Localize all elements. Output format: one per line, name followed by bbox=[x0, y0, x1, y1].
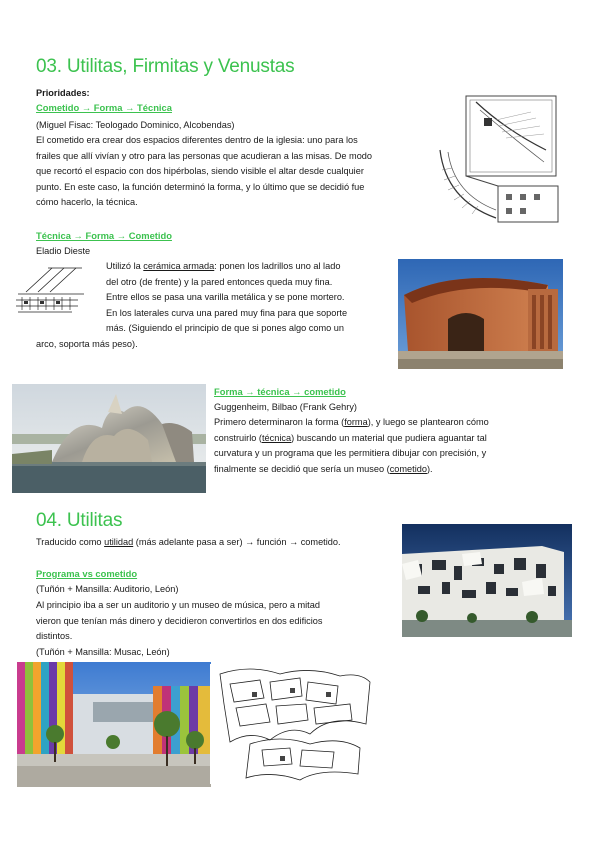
musac-leon-photo bbox=[17, 662, 211, 787]
utilitas-intro: Traducido como utilidad (más adelante pasa a ser) → función → cometido. bbox=[36, 537, 341, 547]
subheading-programa-vs-cometido: Programa vs cometido bbox=[36, 568, 138, 579]
dieste-church-photo bbox=[398, 259, 563, 369]
fisac-paragraph: El cometido era crear dos espacios diferentes dentro de la iglesia: uno para los frailes que allí vivían y otro para las personas que acudieran a las misas. De modo que recortó el espacio con dos hipérbolas, siendo visible el altar desde cualquier punto. En este caso, la función determinó la forma, y lo último que se decidió fue cómo hacerlo, la técnica. bbox=[36, 135, 373, 208]
subheading-cometido-forma-tecnica: Cometido → Forma → Técnica bbox=[36, 102, 172, 113]
musac-plan-drawing bbox=[210, 664, 378, 784]
section-title-utilitas: 04. Utilitas bbox=[36, 510, 123, 531]
fisac-reference: (Miguel Fisac: Teologado Dominico, Alcobendas) bbox=[36, 120, 235, 130]
ceramica-armada-sketch bbox=[12, 264, 100, 324]
auditorio-paragraph: Al principio iba a ser un auditorio y un museo de música, pero a mitad vieron que tenían más dinero y decidieron convertirlos en dos edificios distintos. bbox=[36, 600, 323, 642]
auditorio-reference: (Tuñón + Mansilla: Auditorio, León) bbox=[36, 584, 179, 594]
ceramica-armada-term: cerámica armada bbox=[143, 261, 215, 271]
guggenheim-paragraph: Primero determinaron la forma (forma), y luego se plantearon cómo construirlo (técnica) buscando un material que pudiera aguantar tal curvatura y un programa que les permitiera dibujar con precisión, y finalmente se decidió que sería un museo (cometido). bbox=[214, 417, 489, 474]
dieste-paragraph-end: arco, soporta más peso). bbox=[36, 339, 138, 349]
tecnica-term: técnica bbox=[262, 432, 292, 443]
dieste-paragraph: Utilizó la cerámica armada: ponen los ladrillos uno al lado del otro (de frente) y la pared entonces queda muy fina. Entre ellos se pasa una varilla metálica y se pone mortero. En los laterales curva una pared muy fina para que soporte más. (Siguiendo el principio de que si pones algo como un bbox=[106, 261, 348, 334]
forma-term: forma bbox=[344, 417, 368, 427]
priorities-label: Prioridades: bbox=[36, 88, 90, 98]
guggenheim-reference: Guggenheim, Bilbao (Frank Gehry) bbox=[214, 402, 357, 412]
guggenheim-bilbao-photo bbox=[12, 384, 206, 493]
section-title-utilitas-firmitas-venustas: 03. Utilitas, Firmitas y Venustas bbox=[36, 56, 295, 77]
musac-reference: (Tuñón + Mansilla: Musac, León) bbox=[36, 647, 170, 657]
cometido-term: cometido bbox=[389, 463, 427, 474]
subheading-tecnica-forma-cometido: Técnica → Forma → Cometido bbox=[36, 230, 172, 241]
fisac-plan-drawing bbox=[436, 90, 563, 230]
auditorio-leon-photo bbox=[402, 524, 572, 637]
utilidad-term: utilidad bbox=[104, 537, 134, 547]
dieste-reference: Eladio Dieste bbox=[36, 246, 91, 256]
subheading-forma-tecnica-cometido: Forma → técnica → cometido bbox=[214, 386, 346, 397]
